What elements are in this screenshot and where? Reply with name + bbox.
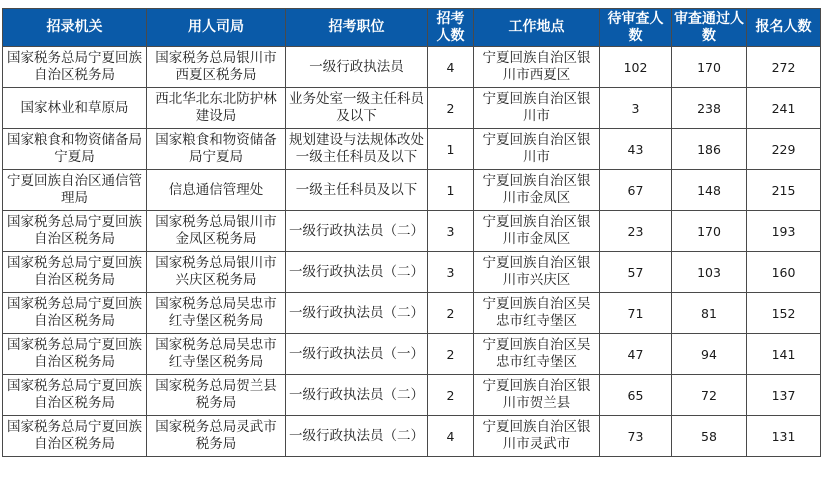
- cell-agency: 国家税务总局宁夏回族自治区税务局: [3, 47, 147, 88]
- cell-agency: 国家税务总局宁夏回族自治区税务局: [3, 211, 147, 252]
- cell-pending: 57: [600, 252, 672, 293]
- cell-position: 规划建设与法规体改处一级主任科员及以下: [286, 129, 428, 170]
- cell-bureau: 国家税务总局灵武市税务局: [147, 416, 286, 457]
- cell-position: 业务处室一级主任科员及以下: [286, 88, 428, 129]
- cell-position: 一级行政执法员（二）: [286, 293, 428, 334]
- cell-bureau: 国家税务总局银川市兴庆区税务局: [147, 252, 286, 293]
- cell-applicants: 152: [747, 293, 821, 334]
- table-row: [3, 170, 821, 211]
- cell-bureau: 西北华北东北防护林建设局: [147, 88, 286, 129]
- cell-applicants: 241: [747, 88, 821, 129]
- cell-position: 一级行政执法员（二）: [286, 211, 428, 252]
- table-row: [3, 293, 821, 334]
- cell-approved: 148: [672, 170, 747, 211]
- cell-bureau: 国家税务总局银川市金凤区税务局: [147, 211, 286, 252]
- cell-openings: 2: [428, 88, 474, 129]
- cell-location: 宁夏回族自治区银川市贺兰县: [474, 375, 600, 416]
- cell-approved: 103: [672, 252, 747, 293]
- cell-agency: 国家税务总局宁夏回族自治区税务局: [3, 252, 147, 293]
- registration-table: [2, 8, 821, 457]
- header-work-location: 工作地点: [474, 9, 600, 47]
- cell-openings: 4: [428, 416, 474, 457]
- cell-openings: 2: [428, 375, 474, 416]
- table-row: [3, 88, 821, 129]
- cell-position: 一级行政执法员: [286, 47, 428, 88]
- cell-bureau: 国家税务总局吴忠市红寺堡区税务局: [147, 334, 286, 375]
- cell-openings: 2: [428, 334, 474, 375]
- header-row: [3, 9, 821, 47]
- cell-applicants: 141: [747, 334, 821, 375]
- cell-pending: 43: [600, 129, 672, 170]
- header-recruiting-agency: 招录机关: [3, 9, 147, 47]
- cell-openings: 4: [428, 47, 474, 88]
- cell-approved: 170: [672, 211, 747, 252]
- table-row: [3, 129, 821, 170]
- header-openings: 招考人数: [428, 9, 474, 47]
- cell-position: 一级行政执法员（二）: [286, 416, 428, 457]
- cell-agency: 国家税务总局宁夏回族自治区税务局: [3, 375, 147, 416]
- cell-position: 一级行政执法员（二）: [286, 375, 428, 416]
- cell-pending: 23: [600, 211, 672, 252]
- cell-pending: 73: [600, 416, 672, 457]
- cell-agency: 国家税务总局宁夏回族自治区税务局: [3, 416, 147, 457]
- cell-approved: 81: [672, 293, 747, 334]
- cell-pending: 67: [600, 170, 672, 211]
- header-pending-review: 待审查人数: [600, 9, 672, 47]
- cell-agency: 国家税务总局宁夏回族自治区税务局: [3, 334, 147, 375]
- cell-applicants: 160: [747, 252, 821, 293]
- cell-pending: 65: [600, 375, 672, 416]
- cell-agency: 国家粮食和物资储备局宁夏局: [3, 129, 147, 170]
- cell-location: 宁夏回族自治区银川市灵武市: [474, 416, 600, 457]
- cell-applicants: 272: [747, 47, 821, 88]
- header-employing-bureau: 用人司局: [147, 9, 286, 47]
- cell-approved: 58: [672, 416, 747, 457]
- cell-pending: 71: [600, 293, 672, 334]
- cell-pending: 3: [600, 88, 672, 129]
- cell-applicants: 137: [747, 375, 821, 416]
- table-row: [3, 211, 821, 252]
- cell-applicants: 193: [747, 211, 821, 252]
- cell-applicants: 215: [747, 170, 821, 211]
- cell-applicants: 131: [747, 416, 821, 457]
- table-row: [3, 47, 821, 88]
- cell-approved: 186: [672, 129, 747, 170]
- cell-bureau: 国家税务总局吴忠市红寺堡区税务局: [147, 293, 286, 334]
- table-row: [3, 334, 821, 375]
- cell-openings: 3: [428, 211, 474, 252]
- cell-approved: 170: [672, 47, 747, 88]
- cell-location: 宁夏回族自治区银川市: [474, 129, 600, 170]
- cell-bureau: 国家税务总局银川市西夏区税务局: [147, 47, 286, 88]
- cell-agency: 国家税务总局宁夏回族自治区税务局: [3, 293, 147, 334]
- table-row: [3, 416, 821, 457]
- cell-agency: 宁夏回族自治区通信管理局: [3, 170, 147, 211]
- cell-openings: 3: [428, 252, 474, 293]
- header-approved: 审查通过人数: [672, 9, 747, 47]
- cell-position: 一级行政执法员（二）: [286, 252, 428, 293]
- cell-location: 宁夏回族自治区银川市西夏区: [474, 47, 600, 88]
- cell-bureau: 国家税务总局贺兰县税务局: [147, 375, 286, 416]
- table-row: [3, 252, 821, 293]
- cell-approved: 72: [672, 375, 747, 416]
- cell-location: 宁夏回族自治区吴忠市红寺堡区: [474, 334, 600, 375]
- cell-location: 宁夏回族自治区吴忠市红寺堡区: [474, 293, 600, 334]
- cell-position: 一级主任科员及以下: [286, 170, 428, 211]
- table-row: [3, 375, 821, 416]
- cell-approved: 94: [672, 334, 747, 375]
- header-applicants: 报名人数: [747, 9, 821, 47]
- cell-applicants: 229: [747, 129, 821, 170]
- cell-bureau: 信息通信管理处: [147, 170, 286, 211]
- cell-location: 宁夏回族自治区银川市金凤区: [474, 211, 600, 252]
- cell-location: 宁夏回族自治区银川市金凤区: [474, 170, 600, 211]
- cell-bureau: 国家粮食和物资储备局宁夏局: [147, 129, 286, 170]
- cell-location: 宁夏回族自治区银川市: [474, 88, 600, 129]
- cell-openings: 1: [428, 170, 474, 211]
- cell-position: 一级行政执法员（一）: [286, 334, 428, 375]
- cell-location: 宁夏回族自治区银川市兴庆区: [474, 252, 600, 293]
- cell-openings: 1: [428, 129, 474, 170]
- cell-pending: 47: [600, 334, 672, 375]
- header-position: 招考职位: [286, 9, 428, 47]
- cell-approved: 238: [672, 88, 747, 129]
- cell-openings: 2: [428, 293, 474, 334]
- cell-agency: 国家林业和草原局: [3, 88, 147, 129]
- cell-pending: 102: [600, 47, 672, 88]
